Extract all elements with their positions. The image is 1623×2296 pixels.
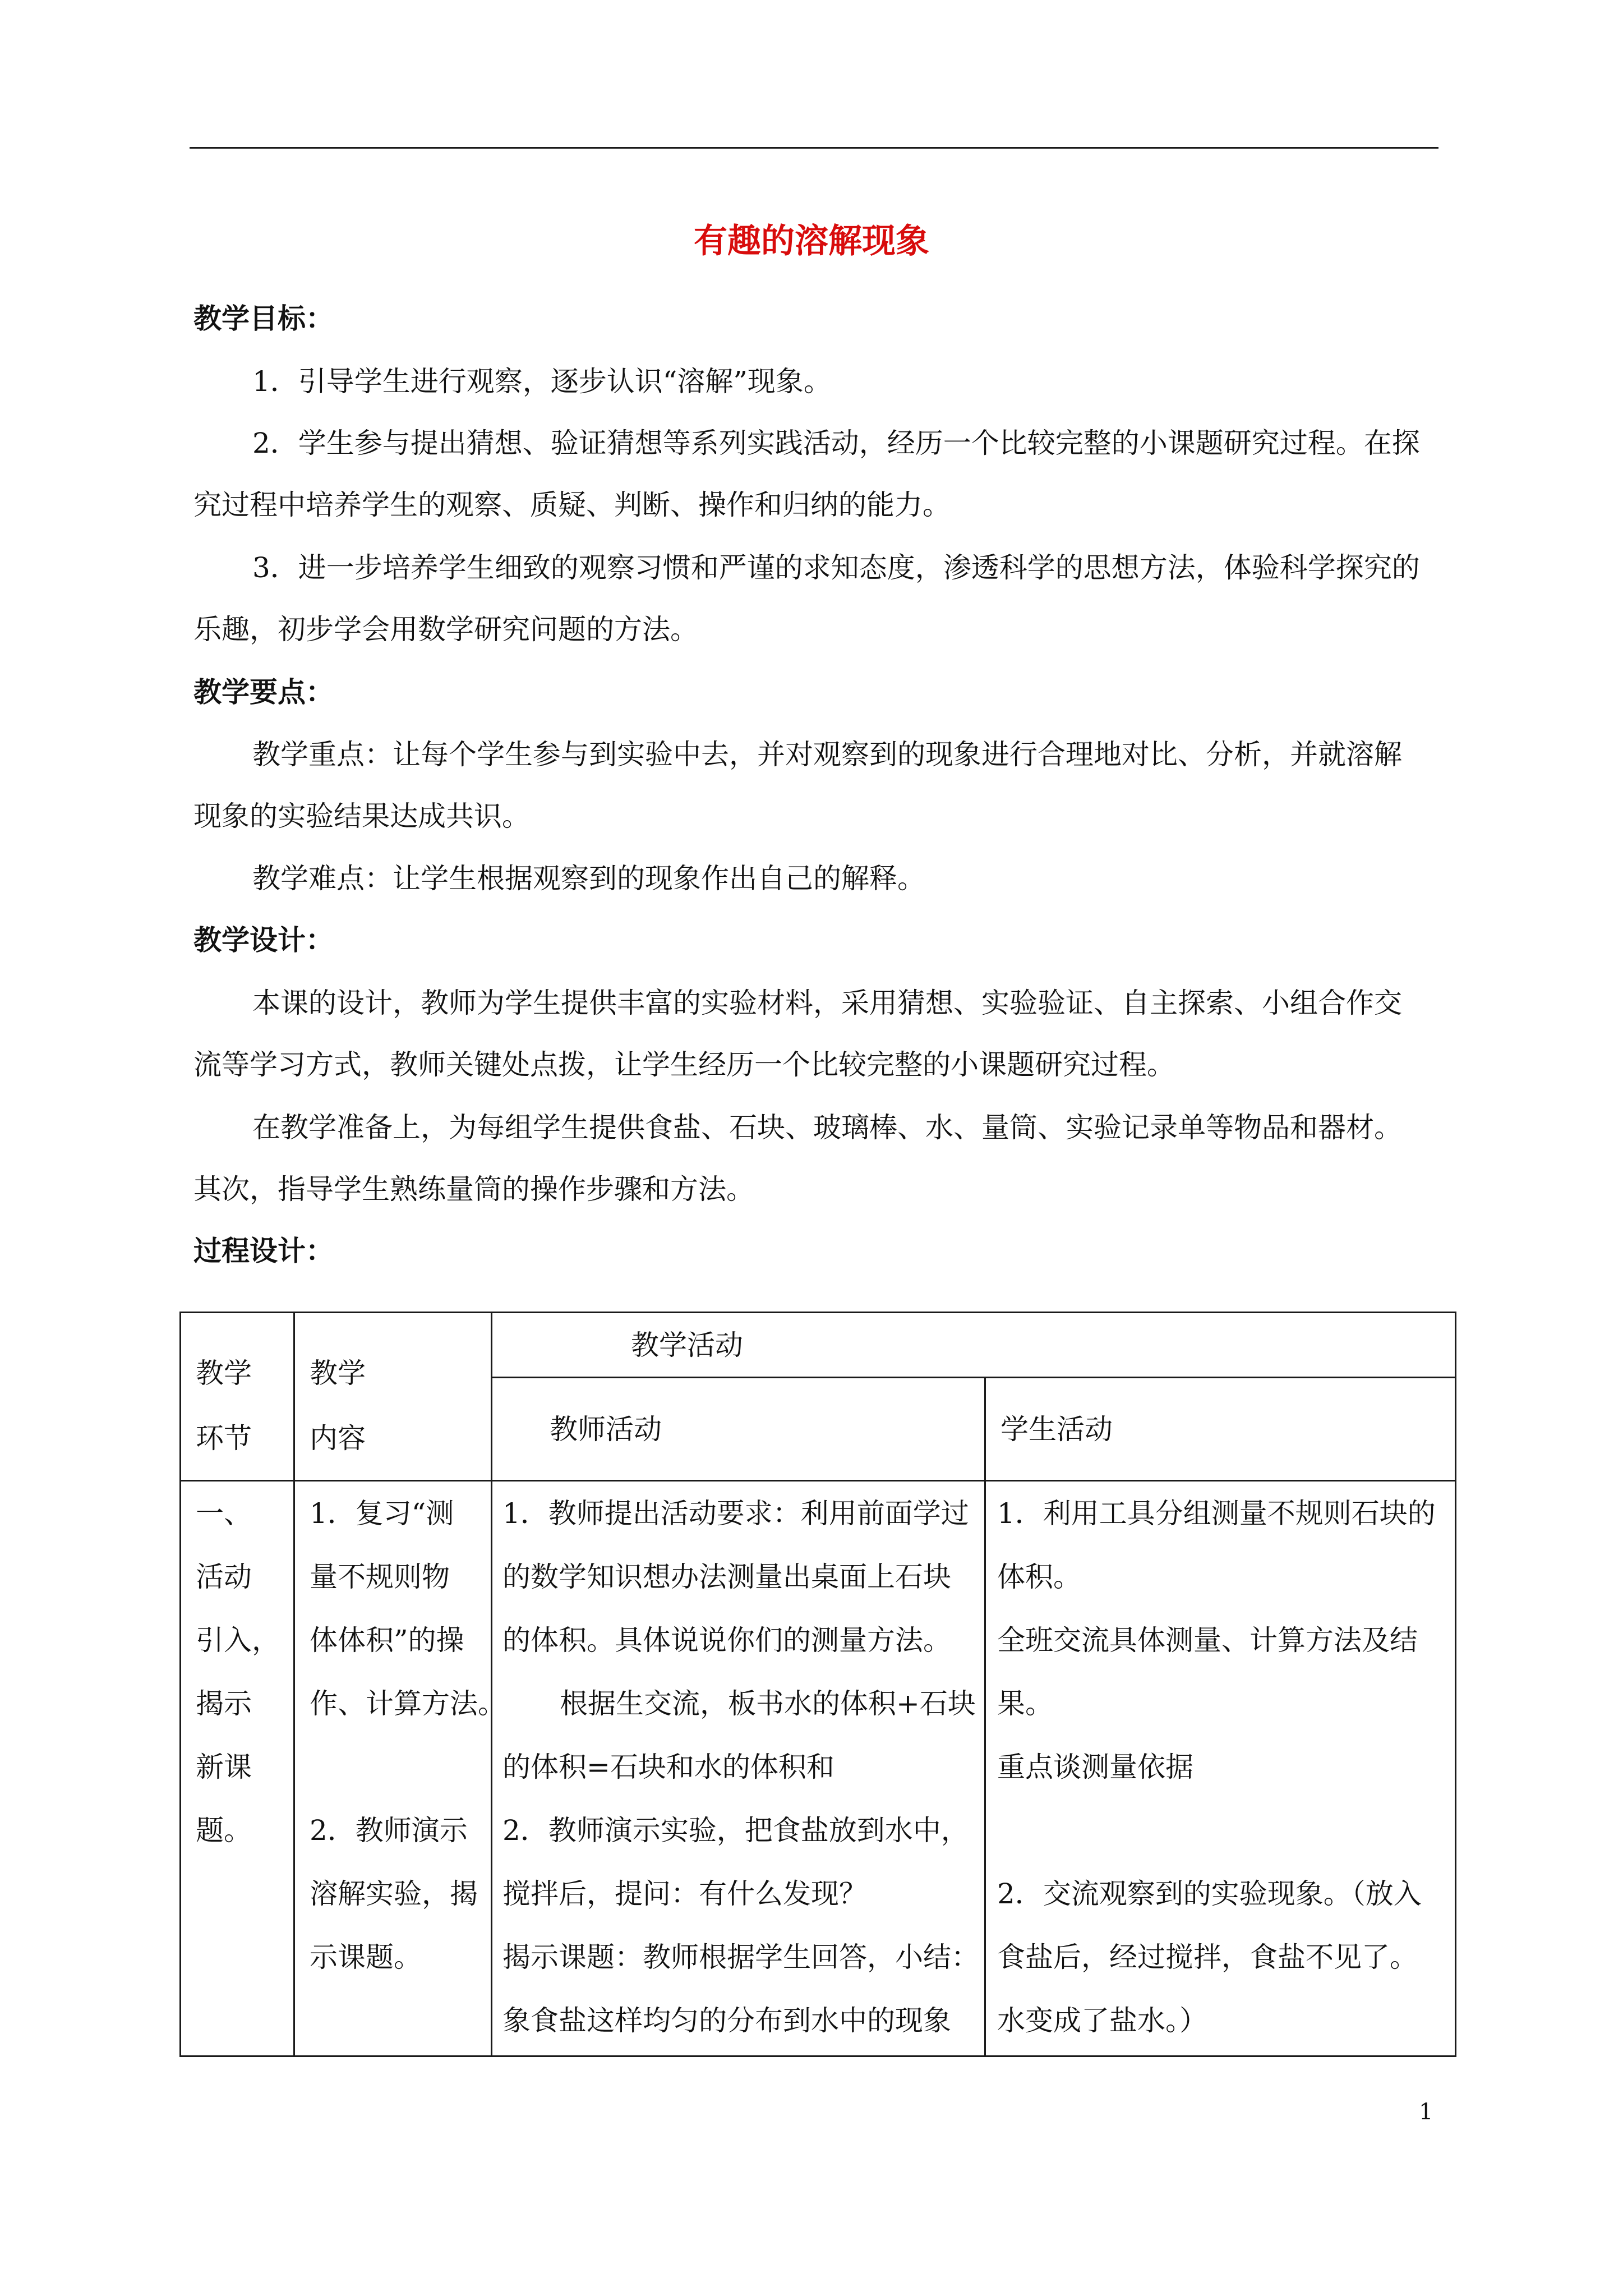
header-stage-line: 教学 xyxy=(196,1357,252,1389)
header-teacher-label: 教师活动 xyxy=(550,1413,662,1446)
stage-line: 活动 xyxy=(196,1561,252,1593)
objective-line: 究过程中培养学生的观察、质疑、判断、操作和归纳的能力。 xyxy=(193,489,951,521)
header-content-cell xyxy=(294,1313,492,1481)
header-student-cell xyxy=(985,1378,1456,1481)
stage-line: 揭示 xyxy=(196,1687,252,1720)
key-point-line: 教学重点：让每个学生参与到实验中去，并对观察到的现象进行合理地对比、分析，并就溶解 xyxy=(252,738,1402,771)
student-line: 水变成了盐水。） xyxy=(997,2004,1207,2037)
stage-cell xyxy=(181,1481,294,2056)
content-line: 体体积”的操 xyxy=(310,1624,464,1657)
content-line: 溶解实验，揭 xyxy=(310,1878,478,1910)
student-line: 全班交流具体测量、计算方法及结 xyxy=(997,1624,1418,1657)
content-line: 作、计算方法。 xyxy=(310,1687,506,1720)
student-line: 2．交流观察到的实验现象。（放入 xyxy=(997,1878,1422,1910)
design-line: 在教学准备上，为每组学生提供食盐、石块、玻璃棒、水、量筒、实验记录单等物品和器材。 xyxy=(252,1111,1402,1144)
teacher-line: 的数学知识想办法测量出桌面上石块 xyxy=(502,1561,951,1593)
design-line: 本课的设计，教师为学生提供丰富的实验材料，采用猜想、实验验证、自主探索、小组合作交 xyxy=(252,987,1402,1019)
content-line: 量不规则物 xyxy=(310,1561,450,1593)
objective-line: 2．学生参与提出猜想、验证猜想等系列实践活动，经历一个比较完整的小课题研究过程。在探 xyxy=(252,427,1420,459)
teacher-line: 1．教师提出活动要求：利用前面学过 xyxy=(502,1497,969,1530)
student-line: 果。 xyxy=(997,1687,1053,1720)
header-stage-cell xyxy=(181,1313,294,1481)
stage-line: 新课 xyxy=(196,1751,252,1783)
key-point-line: 现象的实验结果达成共识。 xyxy=(193,800,530,832)
header-activities-label: 教学活动 xyxy=(631,1329,743,1361)
header-content-line: 内容 xyxy=(310,1422,366,1455)
page-number: 1 xyxy=(1419,2099,1433,2125)
teacher-line: 的体积=石块和水的体积和 xyxy=(502,1751,834,1783)
stage-line: 引入， xyxy=(196,1624,280,1657)
objective-line: 3．进一步培养学生细致的观察习惯和严谨的求知态度，渗透科学的思想方法，体验科学探究的 xyxy=(252,551,1420,584)
teacher-line: 揭示课题：教师根据学生回答，小结： xyxy=(502,1941,979,1973)
teacher-line: 2．教师演示实验，把食盐放到水中， xyxy=(502,1814,969,1847)
content-cell xyxy=(294,1481,506,2056)
content-line: 1．复习“测 xyxy=(310,1497,454,1530)
header-stage-line: 环节 xyxy=(196,1422,252,1455)
teacher-line: 根据生交流，板书水的体积+石块 xyxy=(560,1687,976,1720)
teacher-line: 搅拌后，提问：有什么发现？ xyxy=(502,1878,867,1910)
document-title: 有趣的溶解现象 xyxy=(694,222,929,261)
teacher-line: 的体积。具体说说你们的测量方法。 xyxy=(502,1624,951,1657)
header-content-line: 教学 xyxy=(310,1357,366,1389)
student-activity-cell xyxy=(985,1481,1456,2056)
header-rule xyxy=(190,147,1438,149)
objective-line: 乐趣，初步学会用数学研究问题的方法。 xyxy=(193,613,698,646)
teacher-activity-cell xyxy=(492,1481,985,2056)
design-line: 其次，指导学生熟练量筒的操作步骤和方法。 xyxy=(193,1173,754,1205)
student-line: 食盐后，经过搅拌，食盐不见了。 xyxy=(997,1941,1418,1973)
header-student-label: 学生活动 xyxy=(1000,1413,1113,1446)
student-line: 1．利用工具分组测量不规则石块的 xyxy=(997,1497,1436,1530)
stage-line: 一、 xyxy=(196,1497,252,1530)
student-line: 体积。 xyxy=(997,1561,1081,1593)
section-heading-objectives: 教学目标： xyxy=(193,302,334,335)
header-teacher-cell xyxy=(492,1378,985,1481)
content-line: 示课题。 xyxy=(310,1941,422,1973)
teacher-line: 象食盐这样均匀的分布到水中的现象 xyxy=(502,2004,951,2037)
student-line: 重点谈测量依据 xyxy=(997,1751,1193,1783)
section-heading-design: 教学设计： xyxy=(193,924,334,956)
design-line: 流等学习方式，教师关键处点拨，让学生经历一个比较完整的小课题研究过程。 xyxy=(193,1048,1175,1081)
section-heading-key-points: 教学要点： xyxy=(193,676,334,708)
content-line: 2．教师演示 xyxy=(310,1814,468,1847)
header-activities-cell xyxy=(492,1313,1456,1378)
objective-line: 1．引导学生进行观察，逐步认识“溶解”现象。 xyxy=(252,365,832,398)
key-point-line: 教学难点：让学生根据观察到的现象作出自己的解释。 xyxy=(252,862,925,895)
section-heading-process: 过程设计： xyxy=(193,1235,334,1267)
stage-line: 题。 xyxy=(196,1814,252,1847)
process-table xyxy=(179,1312,1456,2057)
